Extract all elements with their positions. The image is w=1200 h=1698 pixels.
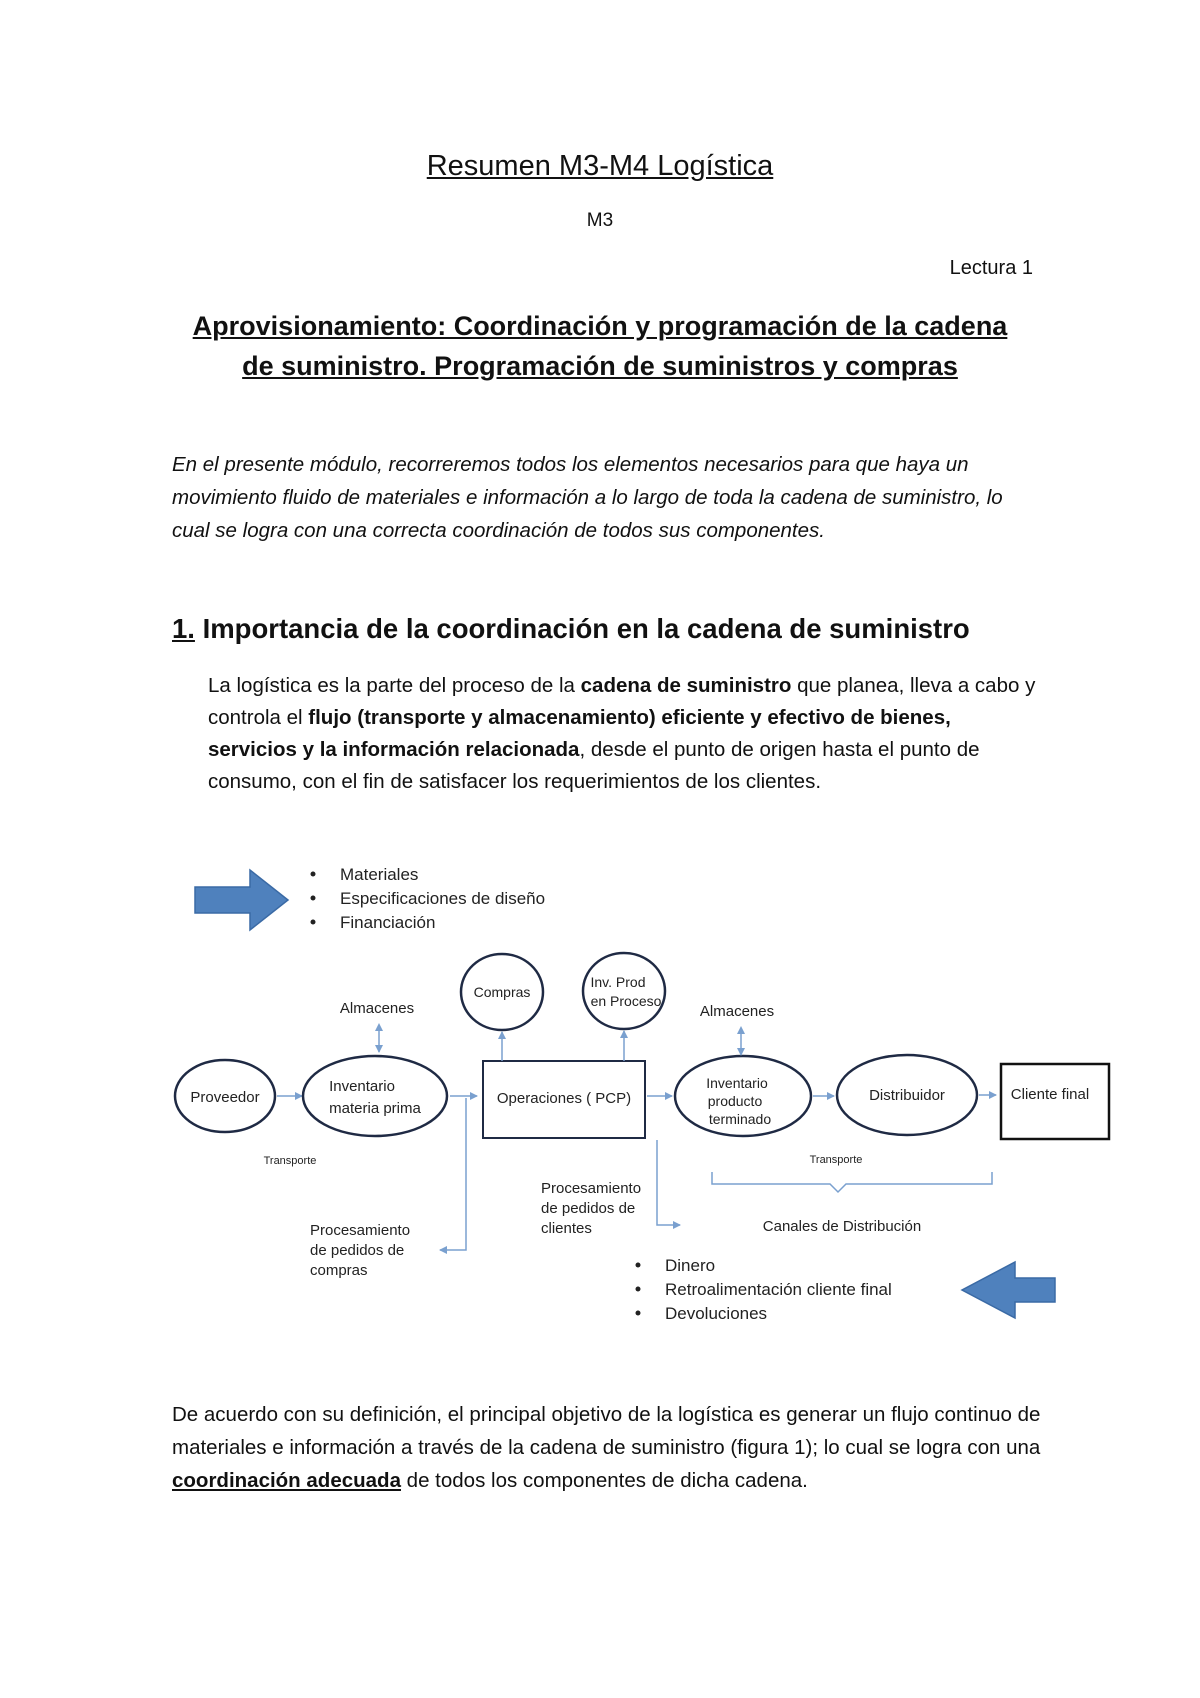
node-distribuidor-label: Distribuidor — [869, 1087, 945, 1104]
connector-arrow — [440, 1098, 466, 1250]
input-item: Especificaciones de diseño — [340, 889, 546, 908]
node-inventario-materia-prima — [303, 1056, 447, 1136]
input-item: Financiación — [340, 913, 436, 932]
bullet-icon — [311, 920, 316, 925]
output-item: Dinero — [665, 1256, 716, 1275]
document-title: Resumen M3-M4 Logística — [426, 150, 774, 182]
proc-compras-line: Procesamiento — [310, 1222, 411, 1239]
proc-compras-line: de pedidos de — [310, 1242, 405, 1259]
node-inventario-pt-label-3: terminado — [708, 1111, 772, 1127]
node-proveedor-label: Proveedor — [190, 1089, 260, 1106]
node-inv-prod-label-2: en Proceso — [590, 993, 662, 1009]
proc-clientes-line: Procesamiento — [541, 1180, 642, 1197]
proc-clientes-line: de pedidos de — [541, 1200, 636, 1217]
lecture-number: Lectura 1 — [949, 257, 1033, 279]
definition-bold-1: cadena de suministro — [580, 674, 792, 697]
node-inventario-pt-label-1: Inventario — [706, 1075, 768, 1091]
proc-pedidos-clientes-label — [541, 1180, 641, 1237]
proc-clientes-line: clientes — [541, 1220, 592, 1237]
almacenes-label-right: Almacenes — [699, 1003, 775, 1020]
node-operaciones-label: Operaciones ( PCP) — [496, 1090, 632, 1107]
connector-arrow — [657, 1140, 680, 1225]
bullet-icon — [636, 1263, 641, 1268]
lecture-title-line-2: de suministro. Programación de suministros y compras — [242, 351, 958, 381]
closing-text-1: De acuerdo con su definición, el principal objetivo de la logística es generar un flujo continuo de materiales e información a través de la cadena de suministro (figura 1); lo cual se logra con una — [172, 1403, 1041, 1459]
output-item: Retroalimentación cliente final — [665, 1280, 892, 1299]
node-inventario-mp-label-2: materia prima — [329, 1100, 421, 1117]
node-inventario-pt-label-2: producto — [707, 1093, 763, 1109]
section-number: 1. — [172, 613, 195, 644]
definition-text-1: La logística es la parte del proceso de la — [208, 674, 581, 697]
output-arrow-icon — [962, 1262, 1055, 1318]
canales-label: Canales de Distribución — [762, 1218, 922, 1235]
intro-paragraph: En el presente módulo, recorreremos todos los elementos necesarios para que haya un movimiento fluido de materiales e información a lo largo de toda la cadena de suministro, lo cual se logra con una correcta coordinación de todos sus componentes. — [172, 453, 1003, 542]
node-inventario-mp-label-1: Inventario — [329, 1078, 395, 1095]
bullet-icon — [311, 896, 316, 901]
proc-pedidos-compras-label — [310, 1222, 410, 1279]
definition-text-2: que planea, lleva a cabo y controla el — [208, 674, 1036, 729]
input-arrow-icon — [195, 870, 288, 930]
node-inv-prod-label-1: Inv. Prod — [590, 974, 646, 990]
canales-bracket — [712, 1172, 992, 1192]
closing-underlined-term: coordinación adecuada — [172, 1469, 401, 1492]
definition-bold-2: flujo (transporte y almacenamiento) eficiente y efectivo de bienes, servicios y la información relacionada — [208, 706, 951, 761]
node-inv-prod-en-proceso — [583, 953, 665, 1029]
almacenes-label-left: Almacenes — [339, 1000, 415, 1017]
input-item: Materiales — [340, 865, 419, 884]
node-compras-label: Compras — [473, 984, 531, 1000]
transporte-label-left: Transporte — [263, 1155, 317, 1167]
bullet-icon — [311, 872, 316, 877]
transporte-label-right: Transporte — [809, 1154, 863, 1166]
node-cliente-final-label: Cliente final — [1010, 1086, 1090, 1103]
bullet-icon — [636, 1311, 641, 1316]
closing-paragraph — [172, 1398, 1042, 1497]
closing-text-2: de todos los componentes de dicha cadena. — [400, 1469, 808, 1492]
proc-compras-line: compras — [310, 1262, 368, 1279]
bullet-icon — [636, 1287, 641, 1292]
section-heading-text: Importancia de la coordinación en la cadena de suministro — [194, 613, 970, 644]
output-item: Devoluciones — [665, 1304, 768, 1323]
module-label: M3 — [586, 210, 614, 231]
input-list — [311, 865, 546, 932]
lecture-title-line-1: Aprovisionamiento: Coordinación y programación de la cadena — [192, 311, 1008, 341]
definition-text-3: , desde el punto de origen hasta el punto de consumo, con el fin de satisfacer los requerimientos de los clientes. — [208, 738, 980, 793]
output-list — [636, 1256, 892, 1323]
